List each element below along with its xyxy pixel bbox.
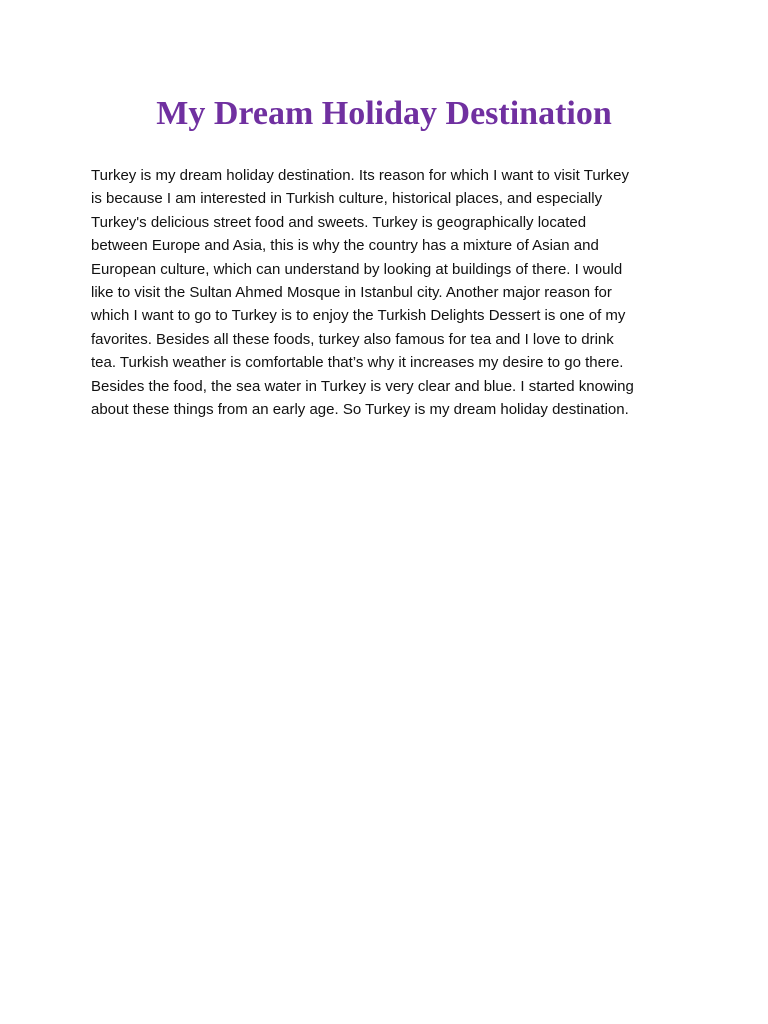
paragraph-line: favorites. Besides all these foods, turkey also famous for tea and I love to drink bbox=[91, 330, 614, 348]
essay-paragraph bbox=[91, 164, 681, 421]
paragraph-line: between Europe and Asia, this is why the country has a mixture of Asian and bbox=[91, 237, 599, 255]
paragraph-line: Turkey is my dream holiday destination. Its reason for which I want to visit Turkey bbox=[91, 167, 629, 184]
paragraph-line: about these things from an early age. So Turkey is my dream holiday destination. bbox=[91, 401, 629, 419]
paragraph-line: which I want to go to Turkey is to enjoy the Turkish Delights Dessert is one of my bbox=[91, 307, 626, 325]
paragraph-line: tea. Turkish weather is comfortable that’s why it increases my desire to go there. bbox=[91, 354, 624, 372]
paragraph-line: European culture, which can understand by looking at buildings of there. I would bbox=[91, 260, 623, 278]
document-title: My Dream Holiday Destination bbox=[156, 95, 612, 132]
paragraph-line: Besides the food, the sea water in Turkey is very clear and blue. I started knowing bbox=[91, 377, 634, 395]
paragraph-line: Turkey's delicious street food and sweets. Turkey is geographically located bbox=[91, 213, 587, 231]
paragraph-line: is because I am interested in Turkish culture, historical places, and especially bbox=[91, 190, 603, 208]
paragraph-line: like to visit the Sultan Ahmed Mosque in Istanbul city. Another major reason for bbox=[91, 284, 612, 302]
